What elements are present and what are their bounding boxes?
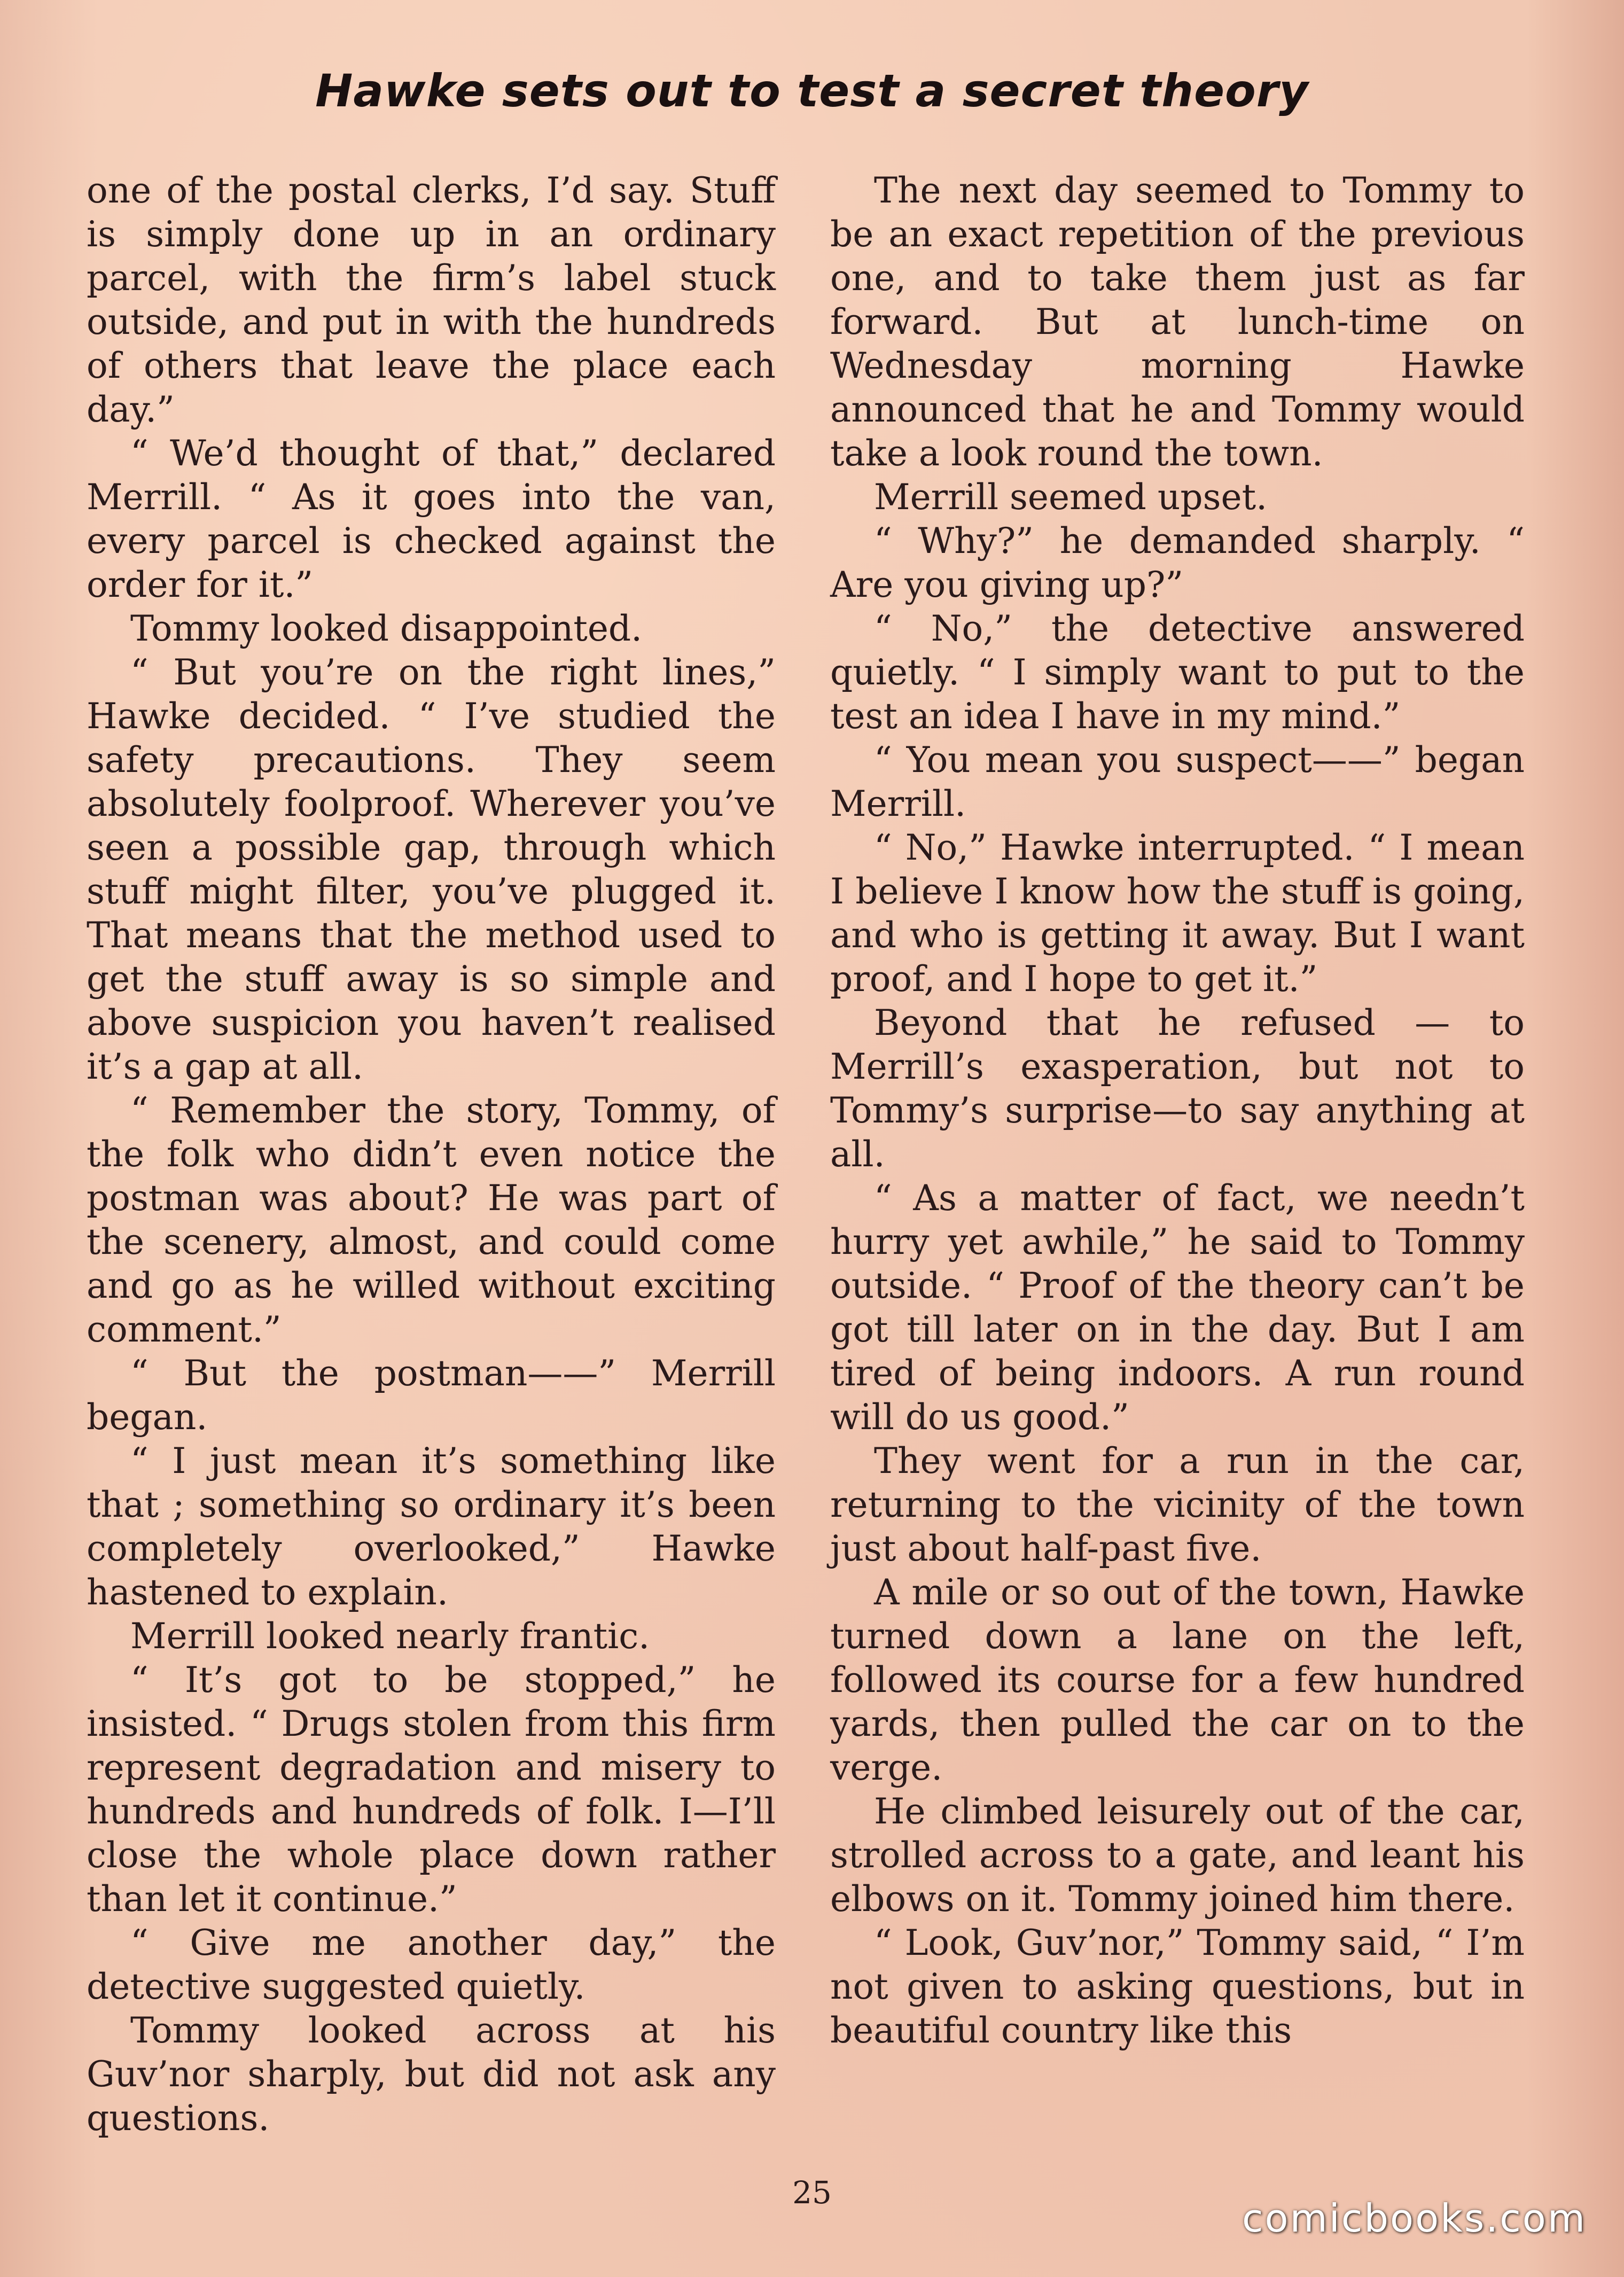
paragraph: “ Look, Guv’nor,” Tommy said, “ I’m not given to asking questions, but in beautiful country like this [830,1922,1525,2051]
paragraph: “ But the postman——” Merrill began. [87,1353,776,1438]
paragraph: “ Give me another day,” the detective suggested quietly. [87,1922,776,2007]
watermark: comicbooks.com [1242,2196,1587,2241]
paragraph: The next day seemed to Tommy to be an exact repetition of the previous one, and to take them just as far forward. But at lunch-time on Wednesday morning Hawke announced that he and Tommy would take a look round the town. [830,170,1525,474]
paragraph: “ We’d thought of that,” declared Merrill. “ As it goes into the van, every parcel is checked against the order for it.” [87,433,776,605]
paragraph: Tommy looked disappointed. [130,608,643,649]
paragraph: He climbed leisurely out of the car, strolled across to a gate, and leant his elbows on it. Tommy joined him there. [830,1791,1525,1920]
paragraph: “ Remember the story, Tommy, of the folk who didn’t even notice the postman was about? He was part of the scenery, almost, and could come and go as he willed without exciting comment.” [87,1090,776,1350]
right-column [830,169,1525,2053]
left-column [87,169,776,2140]
paragraph: Merrill looked nearly frantic. [130,1616,650,1657]
paragraph: Merrill seemed upset. [874,477,1268,518]
paragraph: A mile or so out of the town, Hawke turned down a lane on the left, followed its course for a few hundred yards, then pulled the car on to the verge. [830,1572,1525,1788]
paragraph: “ But you’re on the right lines,” Hawke decided. “ I’ve studied the safety precautions. They seem absolutely foolproof. Wherever you’ve seen a possible gap, through which stuff might filter, you’ve plugged it. That means that the method used to get the stuff away is so simple and above suspicion you haven’t realised it’s a gap at all. [87,652,776,1087]
paragraph: “ You mean you suspect——” began Merrill. [830,739,1525,824]
paragraph: “ I just mean it’s something like that ; something so ordinary it’s been completely overlooked,” Hawke hastened to explain. [87,1440,776,1613]
paragraph: “ No,” Hawke interrupted. “ I mean I believe I know how the stuff is going, and who is getting it away. But I want proof, and I hope to get it.” [830,827,1525,1000]
paragraph: “ It’s got to be stopped,” he insisted. “ Drugs stolen from this firm represent degradation and misery to hundreds and hundreds of folk. I—I’ll close the whole place down rather than let it continue.” [87,1659,776,1920]
paragraph: They went for a run in the car, returning to the vicinity of the town just about half-past five. [830,1440,1525,1569]
page-title: Hawke sets out to test a secret theory [315,65,1309,117]
paragraph: “ No,” the detective answered quietly. “ I simply want to put to the test an idea I have in my mind.” [830,608,1525,737]
paragraph: one of the postal clerks, I’d say. Stuff is simply done up in an ordinary parcel, with the firm’s label stuck outside, and put in with the hundreds of others that leave the place each day.” [87,170,776,430]
paragraph: Beyond that he refused — to Merrill’s exasperation, but not to Tommy’s surprise—to say anything at all. [830,1002,1525,1175]
paragraph: “ Why?” he demanded sharply. “ Are you giving up?” [830,520,1525,605]
paragraph: “ As a matter of fact, we needn’t hurry yet awhile,” he said to Tommy outside. “ Proof of the theory can’t be got till later on in the day. But I am tired of being indoors. A run round will do us good.” [830,1178,1525,1438]
page-number: 25 [792,2174,832,2211]
paragraph: Tommy looked across at his Guv’nor sharply, but did not ask any questions. [87,2010,776,2139]
